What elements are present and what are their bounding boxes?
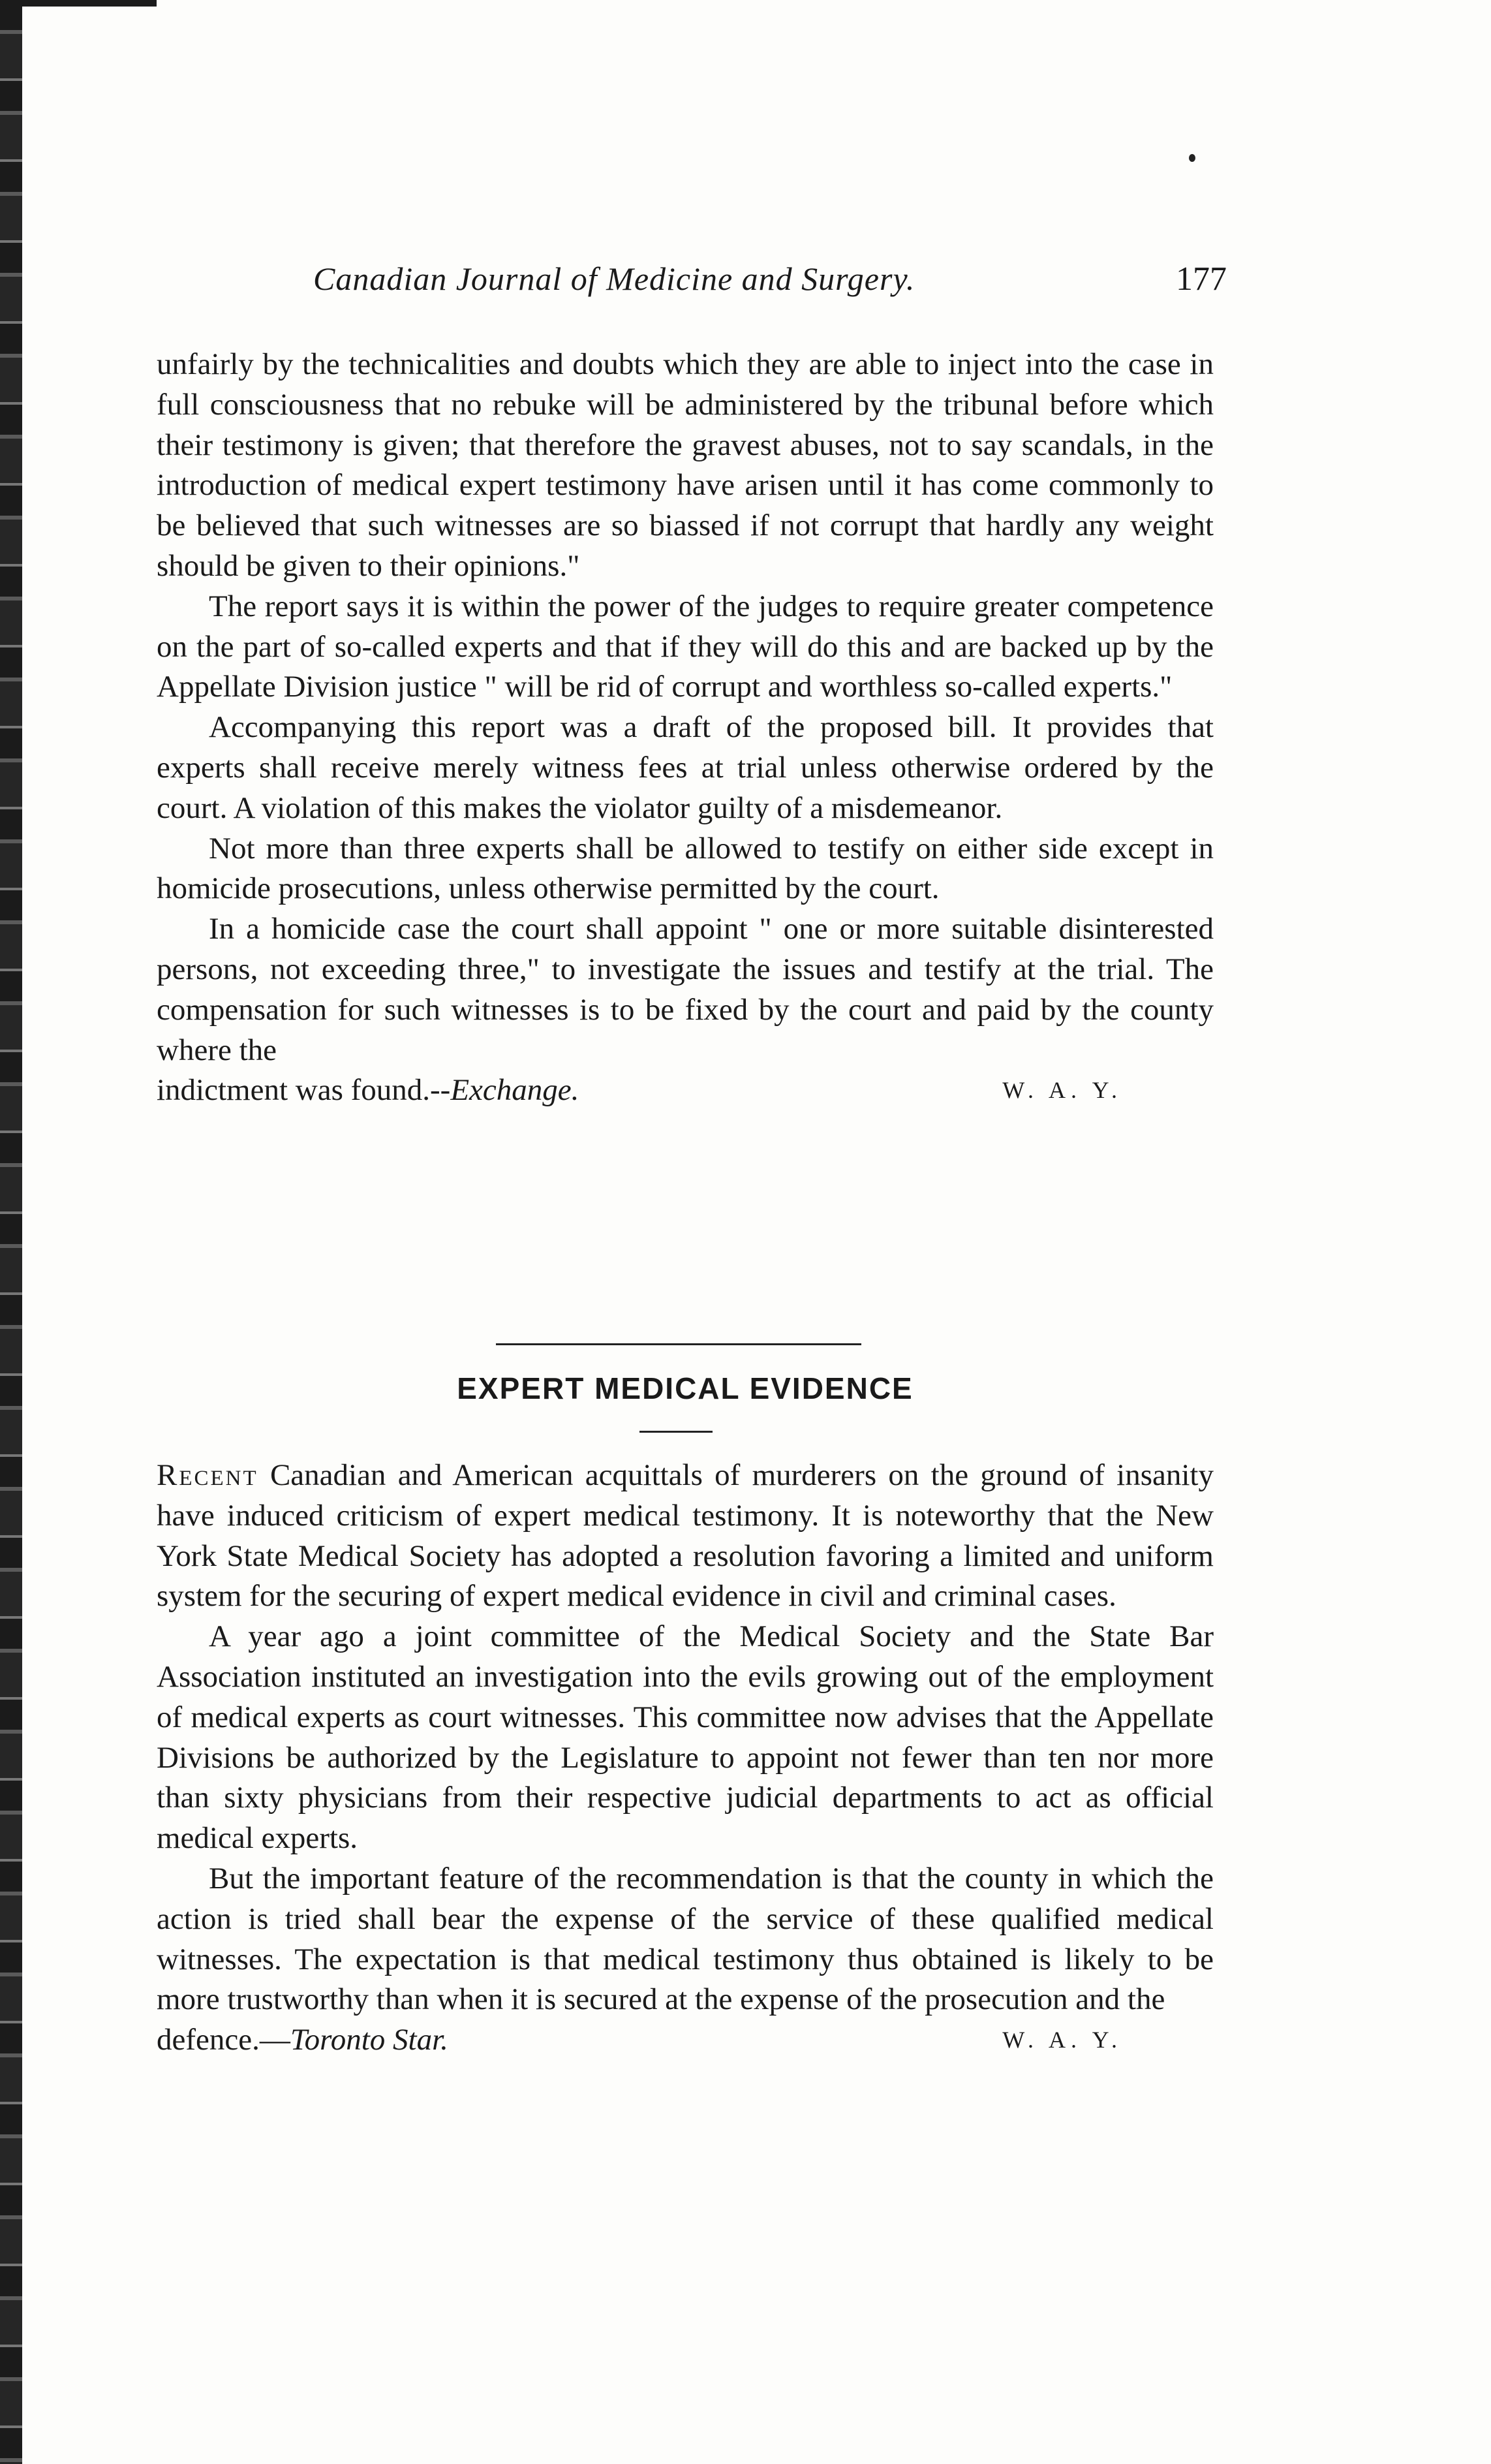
journal-title: Canadian Journal of Medicine and Surgery. <box>313 260 915 297</box>
binding-top-edge <box>0 0 157 7</box>
source-citation <box>157 2020 448 2061</box>
paragraph: The report says it is within the power of the judges to require greater competence on the part of so-called experts and that if they will do this and are backed up by the Appellate Division justice " will be rid of corrupt and worthless so-called experts." <box>157 589 1214 704</box>
author-initials: W. A. Y. <box>1002 2027 1122 2053</box>
author-initials: W. A. Y. <box>1002 1077 1122 1104</box>
source-citation <box>157 1070 579 1111</box>
paragraph: Accompanying this report was a draft of the proposed bill. It provides that experts shall receive merely witness fees at trial unless otherwise ordered by the court. A violation of this makes the violator guilty of a misdemeanor. <box>157 710 1214 825</box>
source-name: Toronto Star. <box>290 2023 448 2057</box>
article-heading: EXPERT MEDICAL EVIDENCE <box>457 1371 914 1405</box>
source-name: Exchange. <box>450 1073 579 1108</box>
source-line <box>157 2020 1214 2061</box>
closing-text: defence.— <box>157 2023 290 2057</box>
heading-underline <box>639 1431 713 1433</box>
paragraph: A year ago a joint committee of the Medical Society and the State Bar Association instituted an investigation into the evils growing out of the employment of medical experts as court witnesses. This committee now advises that the Appellate Divisions be authorized by the Legislature to appoint not fewer than ten nor more than sixty physicians from their respective judicial departments to act as official medical experts. <box>157 1619 1214 1856</box>
paragraph: unfairly by the technicalities and doubts which they are able to inject into the case in full consciousness that no rebuke will be administered by the tribunal before which their testimony is given; that therefore the gravest abuses, not to say scandals, in the introduction of medical expert testimony have arisen until it has come commonly to be believed that such witnesses are so biassed if not corrupt that hardly any weight should be given to their opinions." <box>157 347 1214 583</box>
paragraph <box>157 1456 1214 1617</box>
lead-word: Recent <box>157 1458 258 1492</box>
source-line <box>157 1070 1214 1111</box>
ink-speck <box>1189 154 1195 162</box>
paragraph-text: Canadian and American acquittals of murderers on the ground of insanity have induced criticism of expert medical testimony. It is noteworthy that the New York State Medical Society has adopted a resolution favoring a limited and uniform system for the securing of expert medical evidence in civil and criminal cases. <box>157 1458 1214 1614</box>
page-number: 177 <box>1176 260 1227 298</box>
binding-edge <box>0 0 22 2464</box>
paragraph: In a homicide case the court shall appoint " one or more suitable disinterested persons, not exceeding three," to investigate the issues and testify at the trial. The compensation for such witnesses is to be fixed by the court and paid by the county where the <box>157 912 1214 1067</box>
closing-text: indictment was found.-- <box>157 1073 451 1108</box>
article-body <box>157 1456 1214 2061</box>
paragraph: Not more than three experts shall be allowed to testify on either side except in homicide prosecutions, unless otherwise permitted by the court. <box>157 831 1214 906</box>
running-head <box>313 260 1227 305</box>
continued-article <box>157 345 1214 1111</box>
section-divider <box>496 1343 861 1345</box>
paragraph: But the important feature of the recommendation is that the county in which the action is tried shall bear the expense of the service of these qualified medical witnesses. The expectation is that medical testimony thus obtained is likely to be more trustworthy than when it is secured at the expense of the prosecution and the <box>157 1861 1214 2017</box>
